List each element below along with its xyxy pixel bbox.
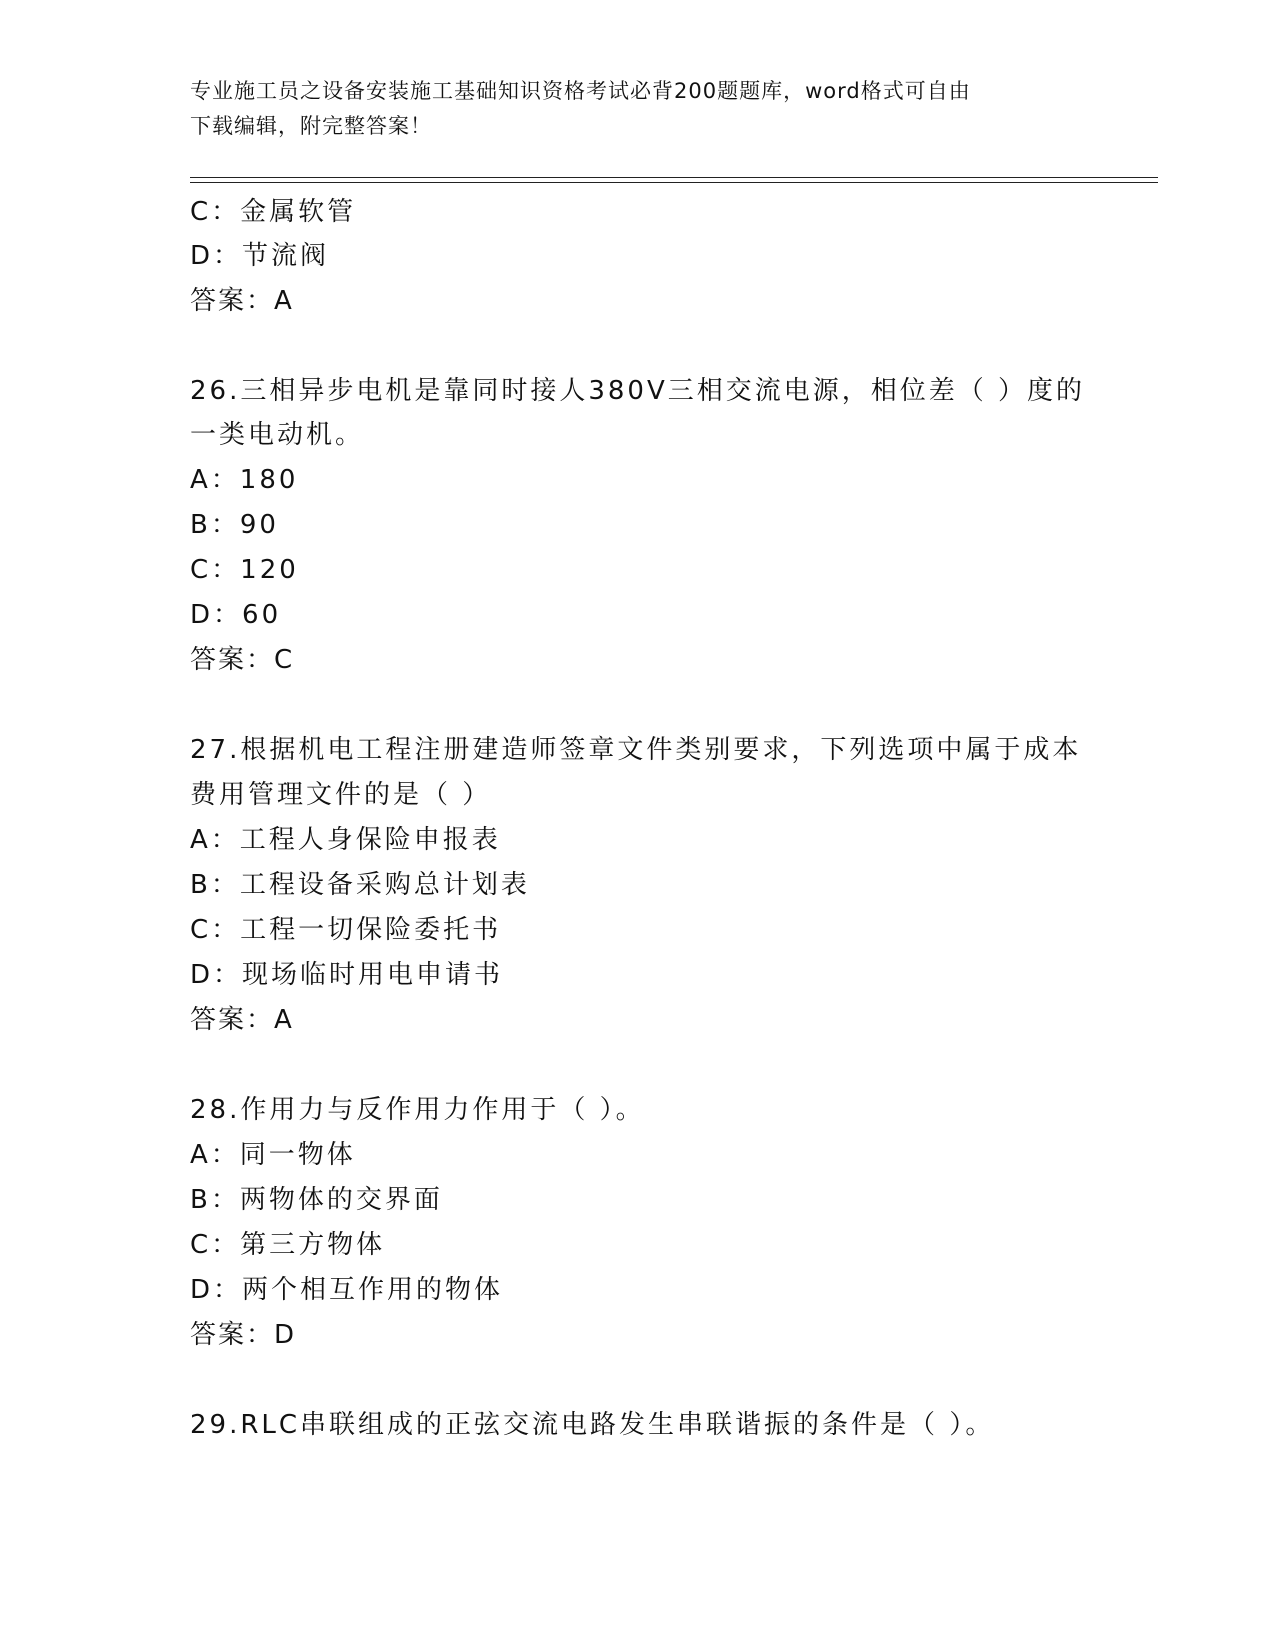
q28-stem-line-1: 28.作用力与反作用力作用于（ ）。 xyxy=(190,1095,645,1125)
document-header xyxy=(190,74,1090,144)
q27-option-a: A：工程人身保险申报表 xyxy=(190,825,501,855)
q28-option-b: B：两物体的交界面 xyxy=(190,1185,443,1215)
q27-stem-line-1: 27.根据机电工程注册建造师签章文件类别要求，下列选项中属于成本 xyxy=(190,735,1082,765)
q26-option-a: A：180 xyxy=(190,465,299,495)
q27-option-d: D：现场临时用电申请书 xyxy=(190,960,504,990)
q26-answer: 答案：C xyxy=(190,645,295,675)
header-divider-top xyxy=(190,177,1158,178)
q27-option-c: C：工程一切保险委托书 xyxy=(190,915,502,945)
q26-option-b: B：90 xyxy=(190,510,279,540)
q26-option-d: D：60 xyxy=(190,600,282,630)
header-divider-bottom xyxy=(190,182,1158,183)
header-line-1: 专业施工员之设备安装施工基础知识资格考试必背200题题库，word格式可自由 xyxy=(190,79,971,103)
q28-option-a: A：同一物体 xyxy=(190,1140,356,1170)
q25-option-d: D：节流阀 xyxy=(190,241,330,271)
q27-option-b: B：工程设备采购总计划表 xyxy=(190,870,530,900)
q25-option-c: C：金属软管 xyxy=(190,197,357,227)
q25-answer: 答案：A xyxy=(190,286,294,316)
q28-answer: 答案：D xyxy=(190,1320,297,1350)
q26-stem-line-2: 一类电动机。 xyxy=(190,420,365,450)
q27-answer: 答案：A xyxy=(190,1005,294,1035)
q26-option-c: C：120 xyxy=(190,555,299,585)
q27-stem-line-2: 费用管理文件的是（ ） xyxy=(190,780,492,810)
q28-option-c: C：第三方物体 xyxy=(190,1230,386,1260)
q29-stem-line-1: 29.RLC串联组成的正弦交流电路发生串联谐振的条件是（ ）。 xyxy=(190,1410,995,1440)
q26-stem-line-1: 26.三相异步电机是靠同时接人380V三相交流电源，相位差（ ）度的 xyxy=(190,376,1086,406)
header-line-2: 下载编辑，附完整答案！ xyxy=(190,114,432,138)
q28-option-d: D：两个相互作用的物体 xyxy=(190,1275,504,1305)
